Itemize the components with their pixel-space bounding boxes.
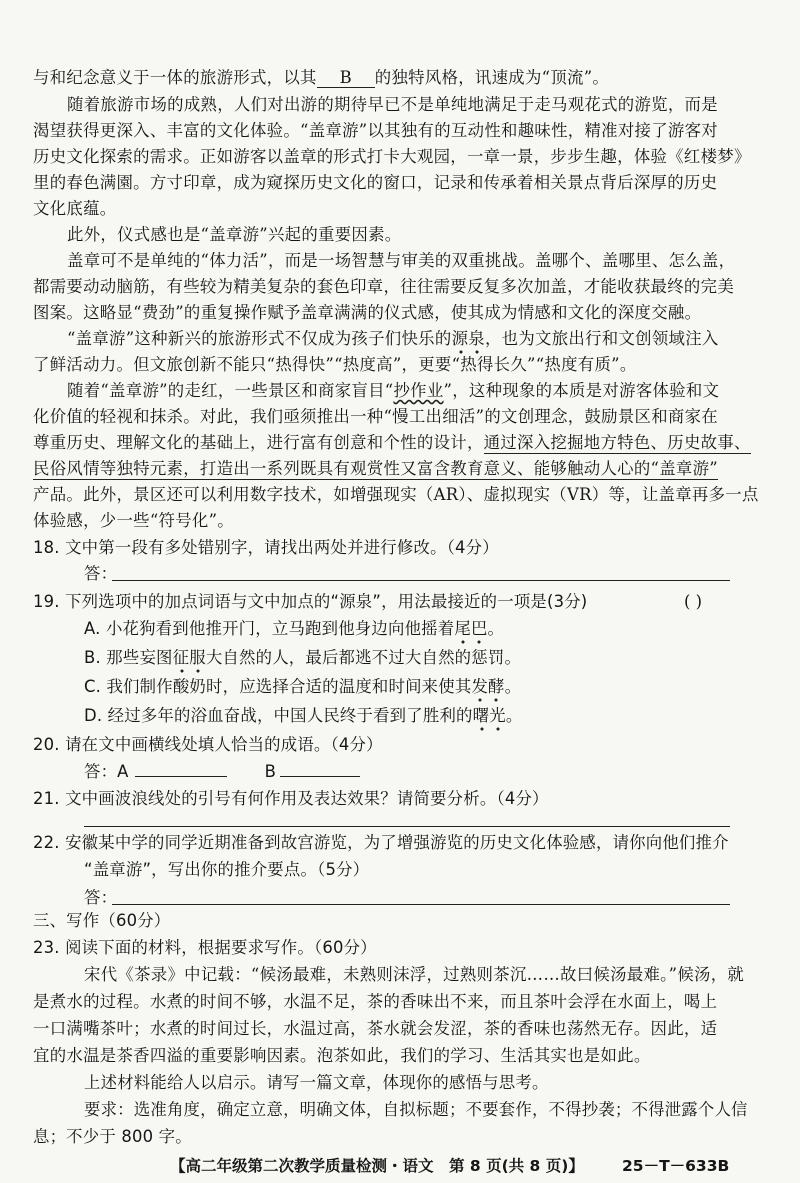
option-a [84, 619, 504, 639]
blank-b: B [317, 69, 375, 88]
passage-text: 尊重历史、理解文化的基础上，进行富有创意和个性的设计， [33, 433, 484, 452]
section-title-writing: 三、写作（60分） [33, 911, 171, 930]
passage-text: ”，这种现象的本质是对游客体验和文 [443, 381, 720, 400]
passage-text: “盖章游”这种新兴的旅游形式不仅成为孩子们快乐的 [67, 329, 452, 348]
option-text: B. 那些妄图 [84, 648, 173, 667]
answer-line-b[interactable] [280, 762, 360, 777]
option-text: 大自然的人，最后都逃不过大自然的惩罚。 [205, 648, 522, 667]
option-text: 。 [504, 677, 522, 696]
answer-line-18[interactable] [112, 580, 730, 581]
option-c [84, 677, 521, 697]
dotted-word: 征服 [172, 648, 206, 667]
passage-line-17: 产品。此外，景区还可以利用数字技术，如增强现实（AR）、虚拟现实（VR）等，让盖章再多一点 [33, 485, 759, 504]
passage-line-1 [33, 68, 609, 88]
passage-line-5: 里的春色满園。方寸印章，成为窥探历史文化的窗口，记录和传承着相关景点背后深厚的历史 [33, 173, 718, 192]
question-23: 23. 阅读下面的材料，根据要求写作。（60分） [33, 938, 377, 957]
question-20: 20. 请在文中画横线处填人恰当的成语。（4分） [33, 735, 383, 754]
wavy-underlined-word: 抄作业 [393, 381, 444, 400]
footer-code: 25－T－633B [622, 1157, 730, 1175]
option-text: A. 小花狗看到他推开门，立马跑到他身边向他摇着 [84, 619, 455, 638]
option-d [84, 706, 522, 726]
passage-line-16 [33, 459, 718, 479]
passage-line-11 [67, 329, 719, 349]
answer-paren-19[interactable]: ( ) [684, 592, 702, 611]
material-line-3: 一口满嘴茶叶；水煮的时间过长，水温过高，茶水就会发涩，茶的香味也荡然无存。因此，适 [33, 1019, 718, 1038]
passage-line-15 [33, 433, 751, 453]
question-19: 19. 下列选项中的加点词语与文中加点的“源泉”，用法最接近的一项是(3分) [33, 592, 588, 611]
passage-line-9: 都需要动动脑筋，有些较为精美复杂的套色印章，往往需要反复多次加盖，才能收获最终的完美 [33, 277, 735, 296]
passage-line-13 [67, 381, 719, 401]
passage-line-3: 渴望获得更深入、丰富的文化体验。“盖章游”以其独有的互动性和趣味性，精准对接了游客对 [33, 121, 718, 140]
passage-line-12: 了鲜活动力。但文旅创新不能只“热得快”“热度高”，更要“热得长久”“热度有质”。 [33, 355, 637, 374]
material-line-4: 宜的水温是茶香四溢的重要影响因素。泡茶如此，我们的学习、生活其实也是如此。 [33, 1046, 651, 1065]
option-b [84, 648, 521, 668]
dotted-word: 曙光 [472, 706, 506, 725]
answer-label-b: B [264, 762, 277, 781]
writing-prompt: 上述材料能给人以启示。请写一篇文章，体现你的感悟与思考。 [84, 1073, 549, 1092]
dotted-word: 发酵 [471, 677, 505, 696]
underlined-sentence: 通过深入挖掘地方特色、历史故事、 [483, 433, 751, 452]
passage-line-4: 历史文化探索的需求。正如游客以盖章的形式打卡大观园，一章一景，步步生趣，体验《红楼梦》 [33, 147, 751, 166]
writing-requirements-2: 息；不少于 800 字。 [33, 1127, 192, 1146]
passage-line-7: 此外，仪式感也是“盖章游”兴起的重要因素。 [67, 225, 402, 244]
option-text: D. 经过多年的浴血奋战，中国人民终于看到了胜利的 [84, 706, 473, 725]
underlined-sentence: 民俗风情等独特元素，打造出一系列既具有观赏性又富含教育意义、能够触动人心的“盖章游” [33, 459, 718, 478]
dotted-word-yuanquan: 源泉 [451, 329, 485, 348]
answer-line-a[interactable] [135, 762, 227, 777]
question-22-line-2: “盖章游”，写出你的推介要点。（5分） [84, 860, 370, 879]
writing-requirements-1: 要求：选准角度，确定立意，明确文体，自拟标题；不要套作，不得抄袭；不得泄露个人信 [84, 1100, 748, 1119]
footer-title: 【高二年级第二次教学质量检测・语文 第 8 页(共 8 页)】 [170, 1157, 584, 1175]
question-21: 21. 文中画波浪线处的引号有何作用及表达效果？请简要分析。（4分） [33, 789, 549, 808]
passage-line-2: 随着旅游市场的成熟，人们对出游的期待早已不是单纯地满足于走马观花式的游览，而是 [67, 95, 718, 114]
passage-text: 随着“盖章游”的走红，一些景区和商家盲目“ [67, 381, 394, 400]
material-line-2: 是煮水的过程。水煮的时间不够，水温不足，茶的香味出不来，而且茶叶会浮在水面上，喝上 [33, 992, 718, 1011]
passage-line-6: 文化底蕴。 [33, 199, 117, 218]
passage-line-14: 化价值的轻视和抹杀。对此，我们亟须推出一种“慢工出细活”的文创理念，鼓励景区和商家在 [33, 407, 718, 426]
question-18: 18. 文中第一段有多处错别字，请找出两处并进行修改。（4分） [33, 538, 499, 557]
answer-label-22: 答： [84, 888, 118, 907]
passage-text: 与和纪念意义于一体的旅游形式，以其 [33, 68, 317, 87]
passage-text: 的独特风格，讯速成为“顶流”。 [374, 68, 610, 87]
option-text: 。 [487, 619, 505, 638]
answer-line-21[interactable] [84, 826, 730, 827]
answer-label-a: 答：A [84, 762, 129, 781]
passage-line-8: 盖章可不是单纯的“体力活”，而是一场智慧与审美的双重挑战。盖哪个、盖哪里、怎么盖， [67, 251, 736, 270]
material-line-1: 宋代《茶录》中记载：“候汤最难，未熟则沫浮，过熟则茶沉……故曰候汤最难。”候汤，就 [84, 965, 745, 984]
passage-text: ，也为文旅出行和文创领域注入 [484, 329, 719, 348]
dotted-word: 尾巴 [454, 619, 488, 638]
answer-20 [84, 762, 360, 782]
option-text: 。 [505, 706, 523, 725]
answer-line-22[interactable] [112, 904, 730, 905]
passage-line-10: 图案。这略显“费劲”的重复操作赋予盖章满满的仪式感，使其成为情感和文化的深度交融。 [33, 303, 702, 322]
question-22-line-1: 22. 安徽某中学的同学近期准备到故宫游览，为了增强游览的历史文化体验感，请你向他们推介 [33, 833, 729, 852]
answer-label-18: 答： [84, 564, 118, 583]
passage-line-18: 体验感，少一些“符号化”。 [33, 511, 234, 530]
option-text: C. 我们制作酸奶时，应选择合适的温度和时间来使其 [84, 677, 472, 696]
